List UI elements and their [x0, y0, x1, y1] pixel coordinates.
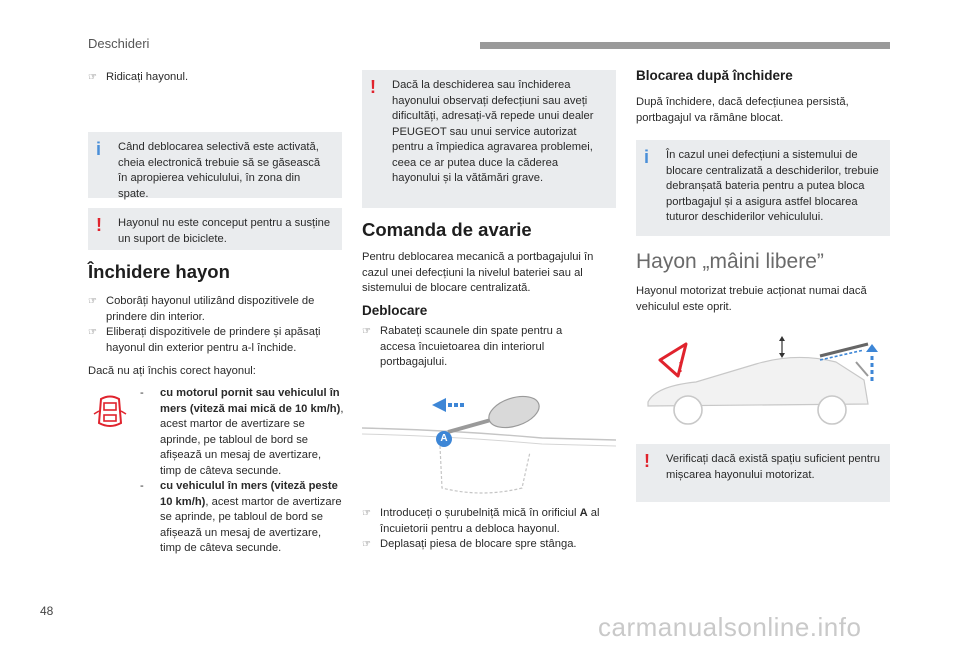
lock-after-close-text: După închidere, dacă defecțiunea persistă, portbagajul va rămâne blocat.	[636, 96, 849, 124]
pointing-hand-icon: ☞	[88, 327, 97, 338]
step-fold-seats: ☞ Rabateți scaunele din spate pentru a accesa încuietoarea din interiorul portbagajului.	[362, 324, 582, 371]
heading-hands-free: Hayon „mâini libere”	[636, 250, 824, 273]
page-number: 48	[40, 604, 54, 618]
emergency-lock-illustration	[362, 380, 616, 500]
close-steps: ☞ Coborâți hayonul utilizând dispozitivele de prindere din interior. ☞ Eliberați dispozitivele de prindere și apăsați hayonul din exterior pentru a-l închide.	[88, 294, 342, 356]
hands-free-text: Hayonul motorizat trebuie acționat numai dacă vehiculul este oprit.	[636, 285, 867, 313]
info-icon: i	[644, 147, 650, 167]
unlock-steps: ☞ Introduceți o șurubelniță mică în orificiul A al încuietorii pentru a debloca hayonul. ☞ Deplasați piesa de blocare spre stânga.	[362, 506, 616, 553]
warning-note-malfunction: ! Dacă la deschiderea sau închiderea hayonului observați defecțiuni sau aveți dificultăți, adresați-vă repede unui dealer PEUGEOT sau unui service autorizat pentru a împiedica agravarea problemei, ceea ce ar putea duce la căderea hayonului și la vătămări grave.	[362, 70, 616, 208]
warning-note-bike-rack: ! Hayonul nu este conceput pentru a susține un suport de biciclete.	[88, 208, 342, 250]
warning-conditions-list: - cu motorul pornit sau vehiculul în mers (viteză mai mică de 10 km/h), acest martor de avertizare se aprinde, pe tabloul de bord se afișează un mesaj de avertizare, timp de câteva secunde. - cu vehiculul în mers (viteză peste 10 km/h), acest martor de avertizare se aprinde, pe tabloul de bord se afișează un mesaj de avertizare, timp de câteva secunde.	[140, 387, 344, 554]
subheading-unlock: Deblocare	[362, 303, 428, 318]
info-note-battery: i În cazul unei defecțiuni a sistemului de blocare centralizată a deschiderilor, trebuie debranșată bateria pentru a putea bloca portbagajul și a asigura astfel blocarea tuturor deschiderilor vehiculului.	[636, 140, 890, 236]
warning-icon: !	[644, 451, 650, 471]
warning-icon: !	[370, 77, 376, 97]
heading-lock-after-close: Blocarea după închidere	[636, 68, 793, 83]
pointing-hand-icon: ☞	[362, 539, 371, 550]
warning-icon: !	[96, 215, 102, 235]
watermark: carmanualsonline.info	[598, 612, 862, 642]
step-raise-tailgate: ☞ Ridicați hayonul.	[88, 70, 342, 86]
section-label: Deschideri	[88, 36, 150, 51]
info-icon: i	[96, 139, 102, 159]
pointing-hand-icon: ☞	[88, 296, 97, 307]
heading-close-tailgate: Închidere hayon	[88, 261, 230, 282]
heading-emergency-control: Comanda de avarie	[362, 219, 532, 240]
if-not-closed-text: Dacă nu ați închis corect hayonul:	[88, 365, 256, 377]
warning-note-clearance: ! Verificați dacă există spațiu suficient pentru mișcarea hayonului motorizat.	[636, 444, 890, 502]
svg-text:!: !	[678, 359, 683, 376]
pointing-hand-icon: ☞	[88, 72, 97, 83]
info-note-selective-unlock: i Când deblocarea selectivă este activată, cheia electronică trebuie să se găsească în apropierea vehiculului, în zona din spate.	[88, 132, 342, 198]
figure-label-a: A	[436, 431, 452, 447]
pointing-hand-icon: ☞	[362, 508, 371, 519]
emergency-intro: Pentru deblocarea mecanică a portbagajului în cazul unei defecțiuni la nivelul bateriei sau al sistemului de blocare centralizată.	[362, 251, 594, 294]
pointing-hand-icon: ☞	[362, 326, 371, 337]
hands-free-illustration	[636, 322, 890, 432]
header-bar	[480, 42, 890, 49]
tailgate-open-warning-icon	[92, 393, 128, 433]
